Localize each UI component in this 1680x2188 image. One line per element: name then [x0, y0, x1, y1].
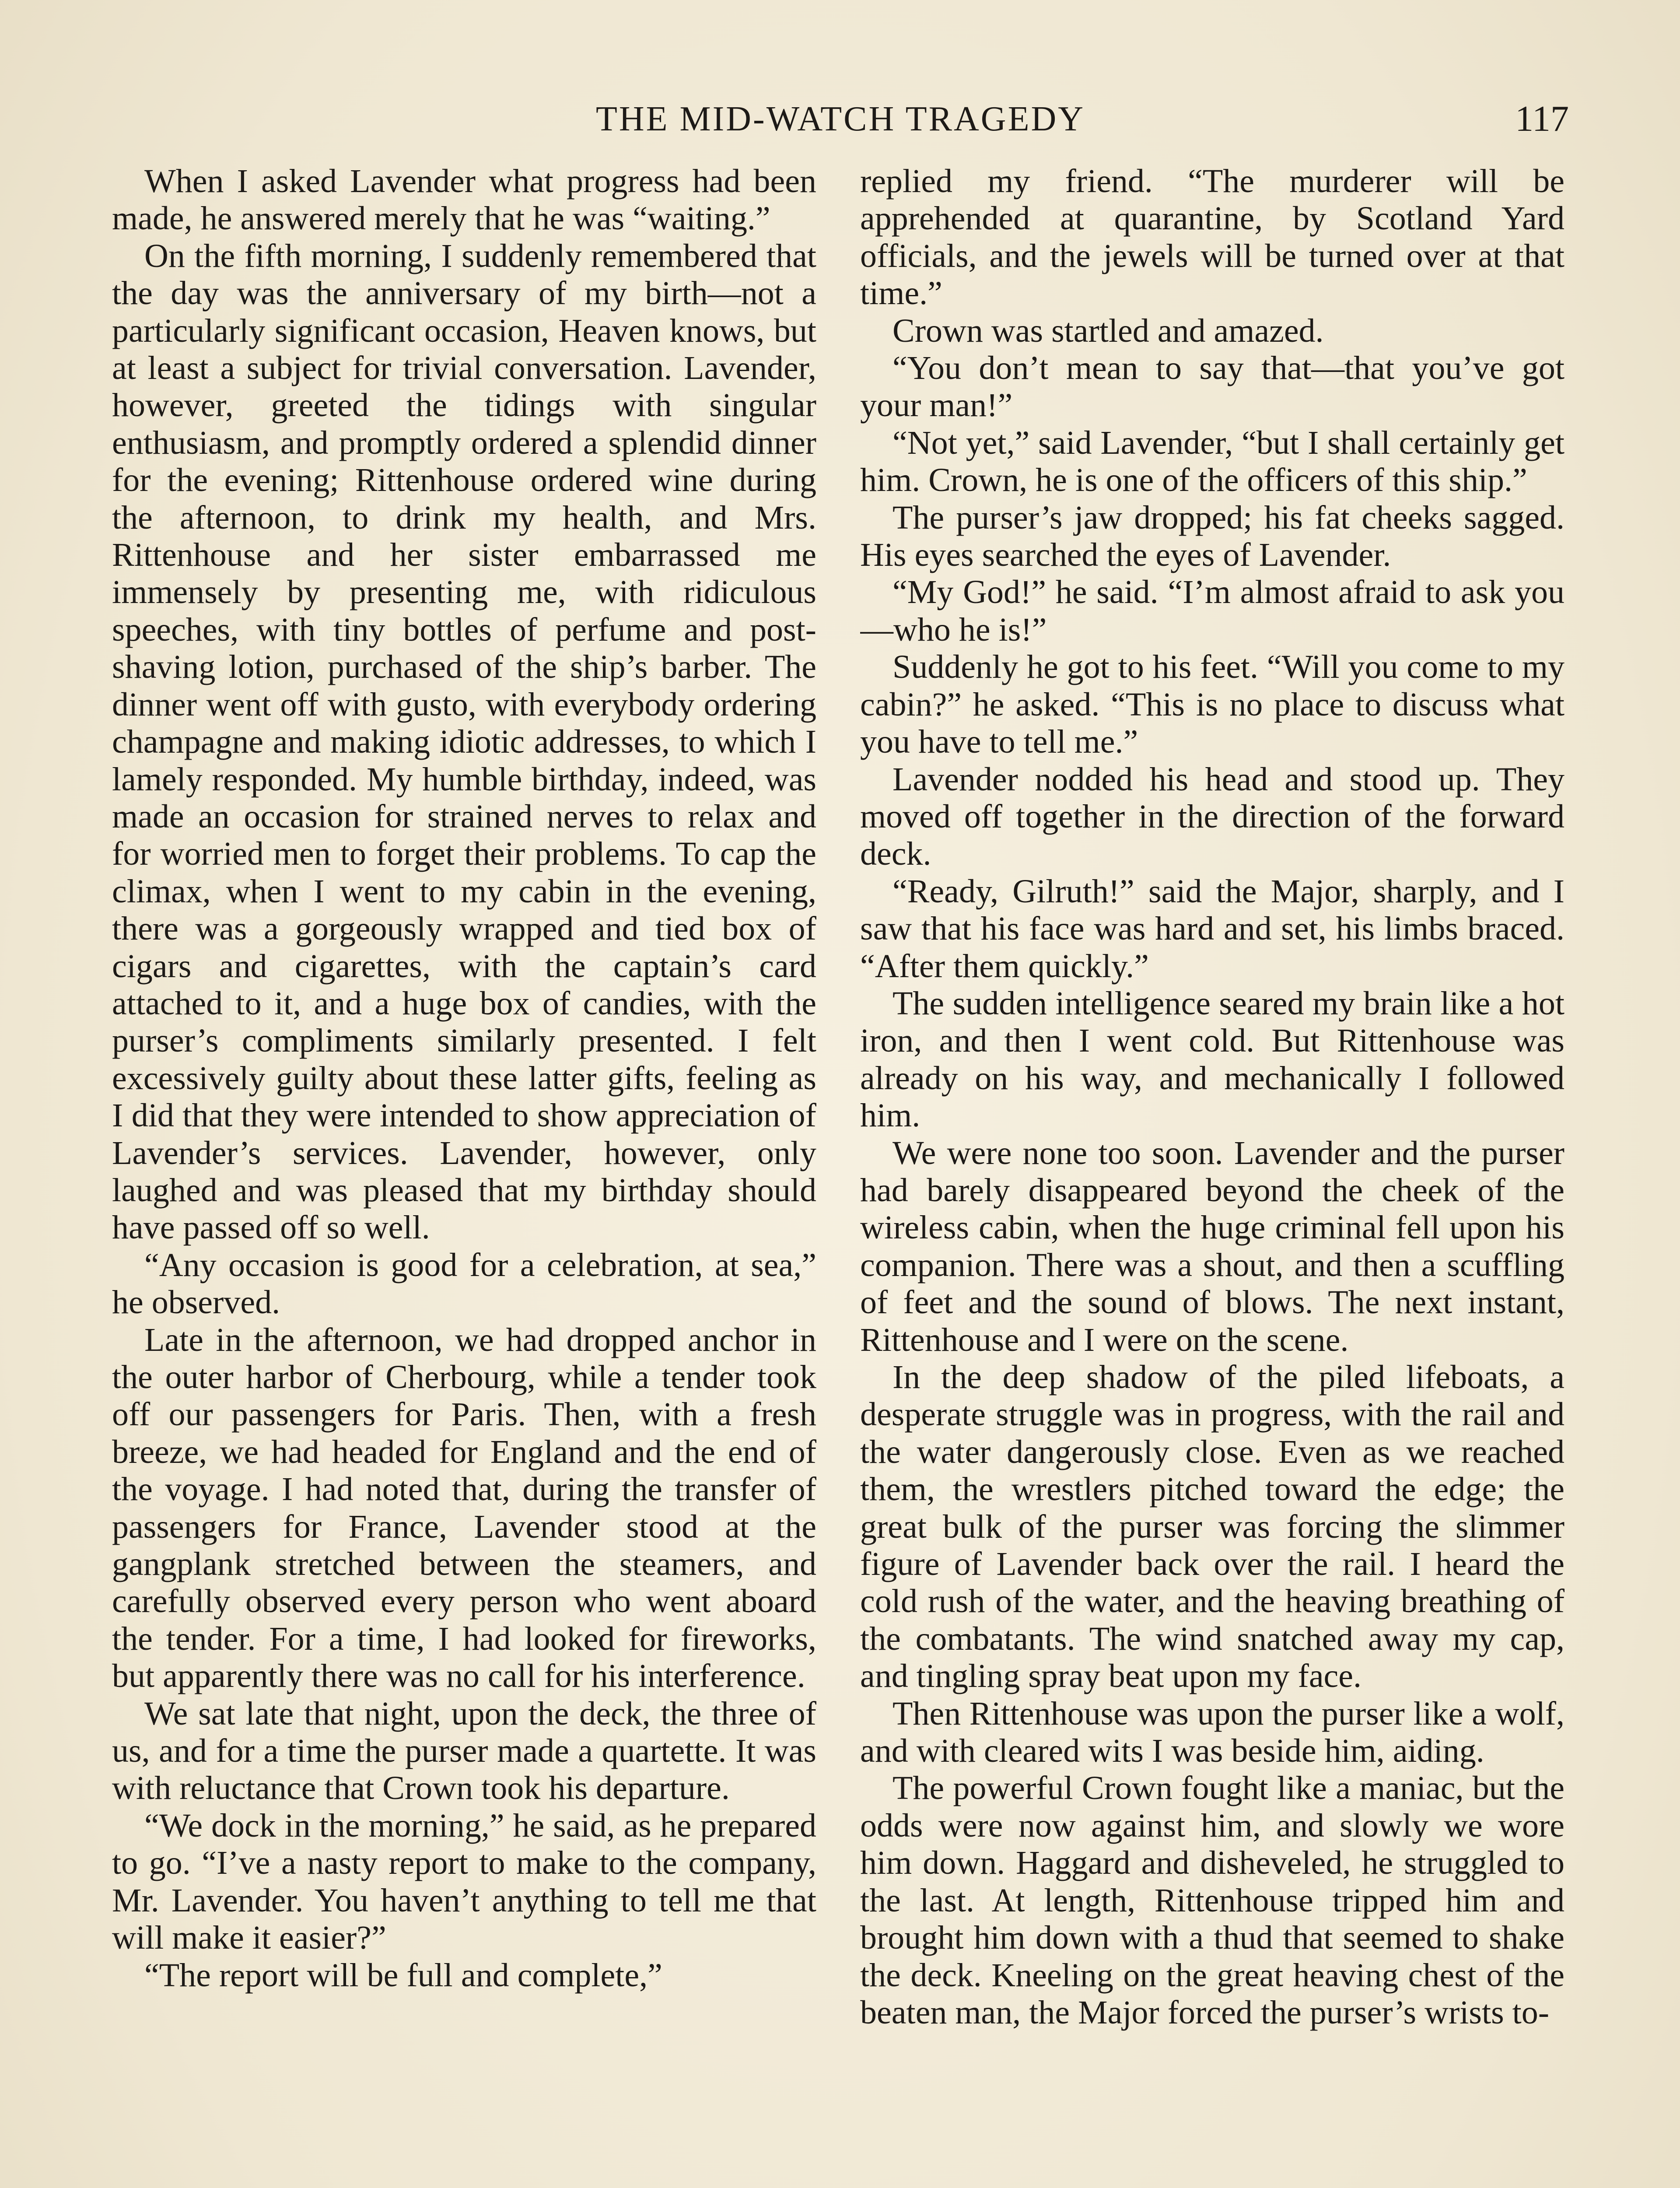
paragraph: “Any occasion is good for a celebration, at sea,” he observed. — [112, 1246, 816, 1321]
paragraph: We sat late that night, upon the deck, the three of us, and for a time the purser made a quartette. It was with reluctance that Crown took his departure. — [112, 1695, 816, 1807]
paragraph: The powerful Crown fought like a maniac, but the odds were now against him, and slowly we wore him down. Haggard and disheveled, he struggled to the last. At length, Rittenhouse tripped him and brought him down with a thud that seemed to shake the deck. Kneeling on the great heaving chest of the beaten man, the Major forced the purser’s wrists to- — [860, 1770, 1564, 2031]
paragraph: Crown was startled and amazed. — [892, 312, 1324, 349]
paragraph: “The report will be full and complete,” — [144, 1957, 662, 1994]
paragraph: The sudden intelligence seared my brain like a hot iron, and then I went cold. But Rittenhouse was already on his way, and mechanically I followed him. — [860, 985, 1564, 1134]
paragraph: We were none too soon. Lavender and the purser had barely disappeared beyond the cheek of the wireless cabin, when the huge criminal fell upon his companion. There was a shout, and then a scuffling of feet and the sound of blows. The next instant, Rittenhouse and I were on the scene. — [860, 1134, 1564, 1358]
paragraph: “You don’t mean to say that—that you’ve got your man!” — [860, 350, 1564, 424]
paragraph: The purser’s jaw dropped; his fat cheeks sagged. His eyes searched the eyes of Lavender. — [860, 499, 1564, 574]
paragraph: Then Rittenhouse was upon the purser like a wolf, and with cleared wits I was beside him, aiding. — [860, 1695, 1564, 1770]
paragraph: Late in the afternoon, we had dropped anchor in the outer harbor of Cherbourg, while a tender took off our passengers for Paris. Then, with a fresh breeze, we had headed for England and the end of the voyage. I had noted that, during the transfer of passengers for France, Lavender stood at the gangplank stretched between the steamers, and carefully observed every person who went aboard the tender. For a time, I had looked for fireworks, but apparently there was no call for his interference. — [112, 1321, 816, 1695]
paragraph: “My God!” he said. “I’m almost afraid to ask you—who he is!” — [860, 574, 1564, 648]
paragraph: “Ready, Gilruth!” said the Major, sharply, and I saw that his face was hard and set, his limbs braced. “After them quickly.” — [860, 873, 1564, 985]
paragraph-continued: replied my friend. “The murderer will be apprehended at quarantine, by Scotland Yard officials, and the jewels will be turned over at that time.” — [860, 163, 1564, 312]
paragraph: Suddenly he got to his feet. “Will you come to my cabin?” he asked. “This is no place to discuss what you have to tell me.” — [860, 649, 1564, 761]
left-column — [112, 163, 816, 2188]
paragraph: “We dock in the morning,” he said, as he prepared to go. “I’ve a nasty report to make to the company, Mr. Lavender. You haven’t anything to tell me that will make it easier?” — [112, 1807, 816, 1957]
paragraph: Lavender nodded his head and stood up. They moved off together in the direction of the forward deck. — [860, 761, 1564, 873]
paragraph: “Not yet,” said Lavender, “but I shall certainly get him. Crown, he is one of the officers of this ship.” — [860, 424, 1564, 499]
page-number: 117 — [1515, 98, 1569, 139]
paragraph: When I asked Lavender what progress had been made, he answered merely that he was “waiting.” — [112, 163, 816, 237]
right-column — [860, 163, 1564, 2188]
running-head — [112, 97, 1569, 141]
running-title: THE MID-WATCH TRAGEDY — [596, 100, 1085, 138]
paragraph: In the deep shadow of the piled lifeboats, a desperate struggle was in progress, with the rail and the water dangerously close. Even as we reached them, the wrestlers pitched toward the edge; the great bulk of the purser was forcing the slimmer figure of Lavender back over the rail. I heard the cold rush of the water, and the heaving breathing of the combatants. The wind snatched away my cap, and tingling spray beat upon my face. — [860, 1359, 1564, 1695]
paragraph: On the fifth morning, I suddenly remembered that the day was the anniversary of my birth—not a particularly significant occasion, Heaven knows, but at least a subject for trivial conversation. Lavender, however, greeted the tidings with singular enthusiasm, and promptly ordered a splendid dinner for the evening; Rittenhouse ordered wine during the afternoon, to drink my health, and Mrs. Rittenhouse and her sister embarrassed me immensely by presenting me, with ridiculous speeches, with tiny bottles of perfume and post-shaving lotion, purchased of the ship’s barber. The dinner went off with gusto, with everybody ordering champagne and making idiotic addresses, to which I lamely responded. My humble birthday, indeed, was made an occasion for strained nerves to relax and for worried men to forget their problems. To cap the climax, when I went to my cabin in the evening, there was a gorgeously wrapped and tied box of cigars and cigarettes, with the captain’s card attached to it, and a huge box of candies, with the purser’s compliments similarly presented. I felt excessively guilty about these latter gifts, feeling as I did that they were intended to show appreciation of Lavender’s services. Lavender, however, only laughed and was pleased that my birthday should have passed off so well. — [112, 237, 816, 1246]
